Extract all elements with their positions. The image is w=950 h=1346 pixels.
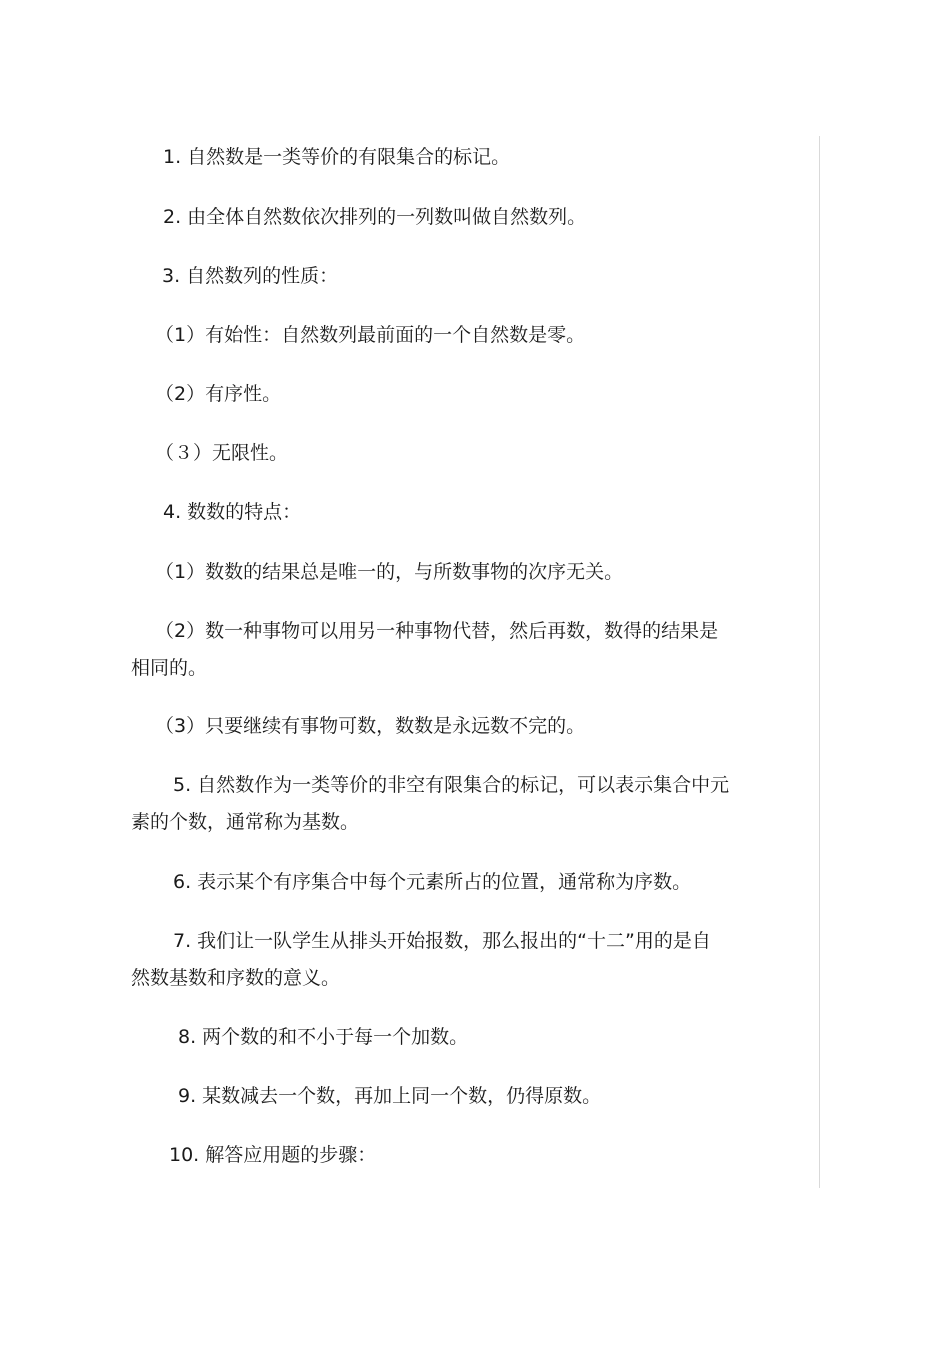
- text-line: （３）无限性。: [155, 442, 289, 464]
- text-line: 4. 数数的特点：: [163, 501, 302, 523]
- page-margin-rule: [819, 136, 820, 1188]
- text-line: 然数基数和序数的意义。: [131, 967, 341, 989]
- text-line: 3. 自然数列的性质：: [162, 265, 339, 287]
- text-line: 9. 某数减去一个数，再加上同一个数，仍得原数。: [178, 1085, 602, 1107]
- text-line: 1. 自然数是一类等价的有限集合的标记。: [163, 146, 511, 168]
- text-line: （1）数数的结果总是唯一的，与所数事物的次序无关。: [155, 561, 624, 583]
- text-line: （2）数一种事物可以用另一种事物代替，然后再数，数得的结果是: [155, 620, 719, 642]
- text-line: 7. 我们让一队学生从排头开始报数，那么报出的“十二”用的是自: [173, 930, 711, 952]
- text-line: 5. 自然数作为一类等价的非空有限集合的标记，可以表示集合中元: [173, 774, 730, 796]
- text-line: （3）只要继续有事物可数，数数是永远数不完的。: [155, 715, 586, 737]
- text-line: （1）有始性：自然数列最前面的一个自然数是零。: [155, 324, 586, 346]
- text-line: 相同的。: [131, 657, 208, 679]
- text-line: 2. 由全体自然数依次排列的一列数叫做自然数列。: [163, 206, 587, 228]
- text-line: 8. 两个数的和不小于每一个加数。: [178, 1026, 469, 1048]
- text-line: 10. 解答应用题的步骤：: [169, 1144, 377, 1166]
- text-line: 素的个数，通常称为基数。: [131, 811, 360, 833]
- text-line: （2）有序性。: [155, 383, 282, 405]
- text-line: 6. 表示某个有序集合中每个元素所占的位置，通常称为序数。: [173, 871, 692, 893]
